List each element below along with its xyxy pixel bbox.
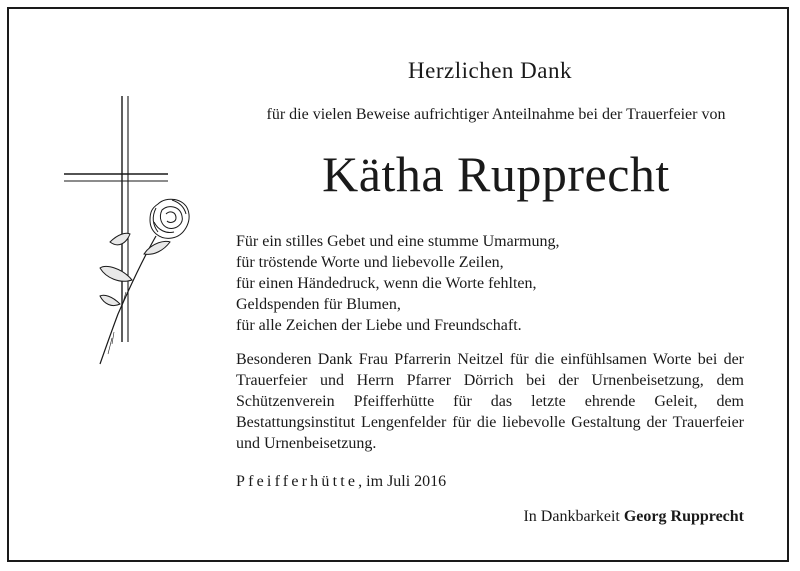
thanks-line: für einen Händedruck, wenn die Worte fehlten, bbox=[236, 275, 537, 292]
cross-with-rose-illustration bbox=[48, 92, 198, 377]
thanks-line: Geldspenden für Blumen, bbox=[236, 296, 401, 313]
heading: Herzlichen Dank bbox=[408, 58, 572, 83]
intro-text: für die vielen Beweise aufrichtiger Anteilnahme bei der Trauerfeier von bbox=[266, 106, 726, 123]
place-name: Pfeifferhütte bbox=[236, 473, 359, 490]
signature-name: Georg Rupprecht bbox=[623, 508, 744, 525]
thanks-line: für tröstende Worte und liebevolle Zeilen, bbox=[236, 254, 504, 271]
special-thanks-paragraph: Besonderen Dank Frau Pfarrerin Neitzel für die einfühlsamen Worte bei der Trauerfeier und Herrn Pfarrer Dörrich bei der Urnenbeisetzung, dem Schützenverein Pfeifferhütte für das letzte ehrende Geleit, dem Bestattungsinstitut Lengenfelder für die liebevolle Gestaltung der Trauerfeier und Urnenbeisetzung. bbox=[236, 351, 744, 452]
signature bbox=[420, 508, 744, 526]
thanks-list bbox=[236, 231, 756, 336]
thanks-line: für alle Zeichen der Liebe und Freundschaft. bbox=[236, 317, 522, 334]
deceased-name: Kätha Rupprecht bbox=[322, 146, 670, 202]
rose-icon bbox=[100, 199, 189, 364]
signature-prefix: In Dankbarkeit bbox=[523, 508, 620, 525]
place-and-date bbox=[236, 473, 636, 491]
date-text: , im Juli 2016 bbox=[358, 473, 447, 490]
thanks-line: Für ein stilles Gebet und eine stumme Umarmung, bbox=[236, 233, 560, 250]
